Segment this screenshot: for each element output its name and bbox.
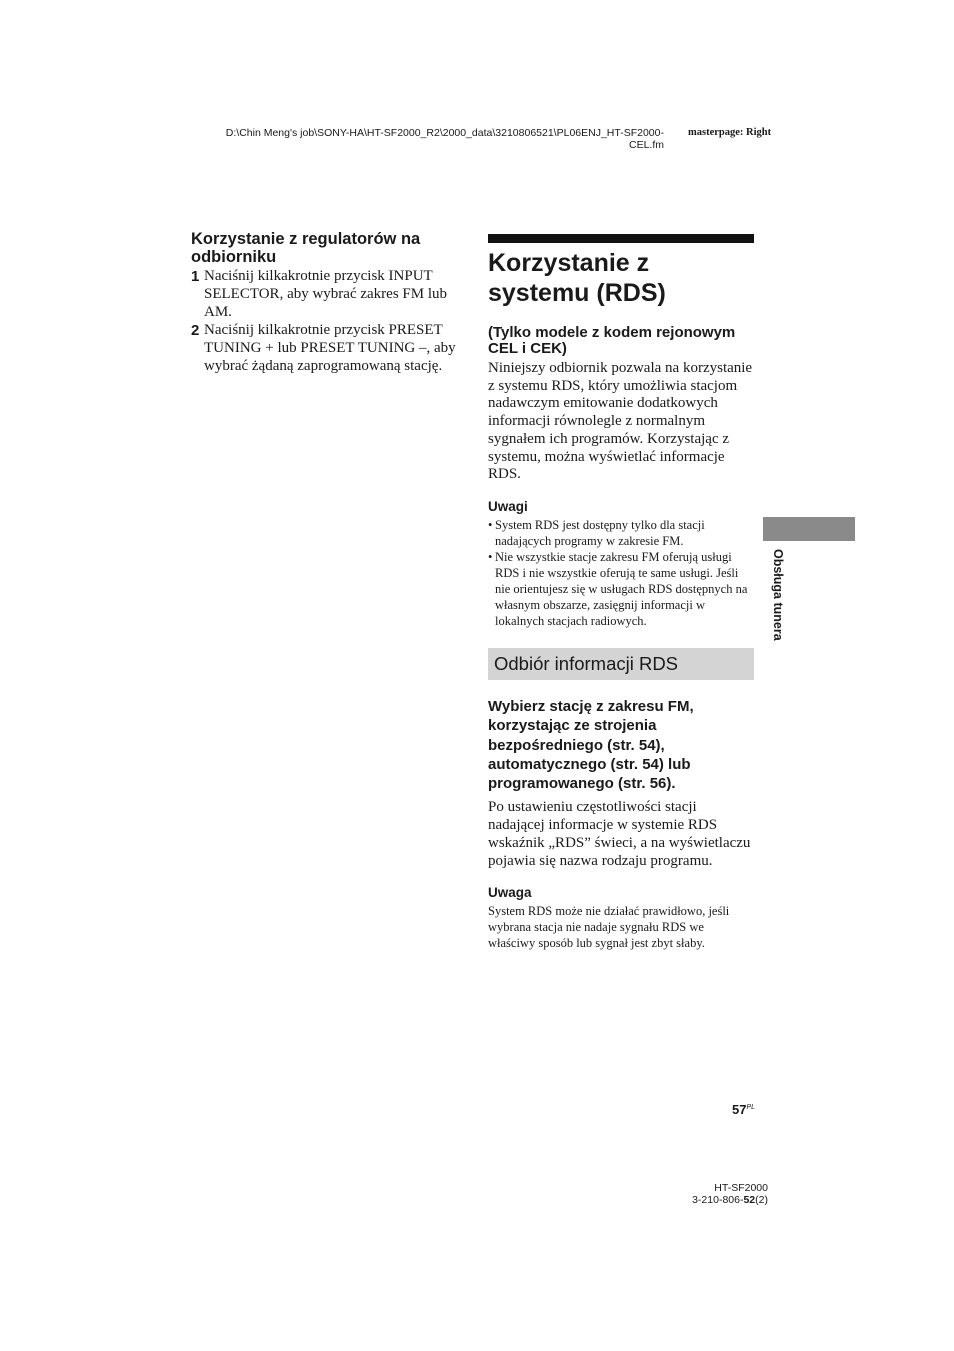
page-number bbox=[715, 1102, 755, 1117]
note-item bbox=[488, 549, 754, 629]
note-paragraph: System RDS może nie działać prawidłowo, jeśli wybrana stacja nie nadaje sygnału RDS we właściwy sposób lub sygnał jest zbyt słaby. bbox=[488, 904, 730, 951]
section-header-box bbox=[488, 648, 754, 680]
part-code-prefix: 3-210-806- bbox=[692, 1194, 744, 1206]
step-text: Naciśnij kilkakrotnie przycisk PRESET TUNING + lub PRESET TUNING –, aby wybrać żądaną zaprogramowaną stację. bbox=[204, 322, 456, 374]
title-rule bbox=[488, 234, 754, 243]
step-number: 2 bbox=[191, 322, 200, 340]
step-number: 1 bbox=[191, 268, 200, 285]
bullet-icon: • bbox=[488, 549, 493, 564]
part-code bbox=[660, 1194, 768, 1206]
instruction-text: Wybierz stację z zakresu FM, korzystając ze strojenia bezpośredniego (str. 54), automatycznego (str. 54) lub programowanego (str. 56). bbox=[488, 697, 694, 793]
file-path-header bbox=[190, 127, 664, 151]
intro-paragraph: Niniejszy odbiornik pozwala na korzystanie z systemu RDS, który umożliwia stacjom nadawczym emitowanie dodatkowych informacji równolegle z normalnym sygnałem ich programów. Korzystając z systemu, można wyświetlać informacje RDS. bbox=[488, 360, 753, 483]
body-paragraph: Po ustawieniu częstotliwości stacji nadającej informacje w systemie RDS wskaźnik „RDS” świeci, a na wyświetlaczu pojawia się nazwa rodzaju programu. bbox=[488, 799, 751, 869]
file-path-line-2: CEL.fm bbox=[628, 139, 664, 151]
right-column bbox=[488, 234, 754, 951]
step-item bbox=[191, 322, 461, 375]
chapter-tab-marker bbox=[763, 517, 855, 541]
part-code-suffix: (2) bbox=[755, 1194, 768, 1206]
receiver-controls-heading: Korzystanie z regulatorów na odbiorniku bbox=[191, 230, 421, 266]
bullet-icon: • bbox=[488, 517, 493, 532]
steps-list bbox=[191, 268, 461, 376]
chapter-tab-text: Obsługa tunera bbox=[771, 549, 785, 641]
file-path-line-1: D:\Chin Meng's job\SONY-HA\HT-SF2000_R2\2000_data\3210806521\PL06ENJ_HT-SF2000- bbox=[225, 127, 664, 139]
part-code-bold: 52 bbox=[743, 1194, 756, 1206]
chapter-tab-label bbox=[771, 549, 787, 659]
step-text: Naciśnij kilkakrotnie przycisk INPUT SELECTOR, aby wybrać zakres FM lub AM. bbox=[204, 268, 448, 320]
note-text: Nie wszystkie stacje zakresu FM oferują usługi RDS i nie wszystkie oferują te same usługi. Jeśli nie orientujesz się w usługach RDS dostępnych na własnym obszarze, zasięgnij informacji w lokalnych stacjach radiowych. bbox=[495, 549, 748, 628]
model-name: HT-SF2000 bbox=[714, 1182, 768, 1194]
page-title: Korzystanie z systemu (RDS) bbox=[488, 249, 666, 307]
note-item bbox=[488, 517, 754, 549]
note-text: System RDS jest dostępny tylko dla stacji nadających programy w zakresie FM. bbox=[495, 517, 705, 548]
left-column bbox=[191, 230, 461, 377]
page-number-value: 57 bbox=[731, 1102, 747, 1117]
model-info bbox=[660, 1182, 768, 1206]
region-subheading: (Tylko modele z kodem rejonowym CEL i CEK) bbox=[488, 324, 736, 357]
page-language-suffix: PL bbox=[746, 1104, 755, 1111]
step-item bbox=[191, 268, 461, 321]
notes-heading: Uwagi bbox=[488, 498, 528, 514]
note-heading: Uwaga bbox=[488, 885, 532, 901]
masterpage-label: masterpage: Right bbox=[688, 127, 772, 138]
section-title: Odbiór informacji RDS bbox=[494, 652, 679, 674]
notes-list bbox=[488, 517, 754, 629]
